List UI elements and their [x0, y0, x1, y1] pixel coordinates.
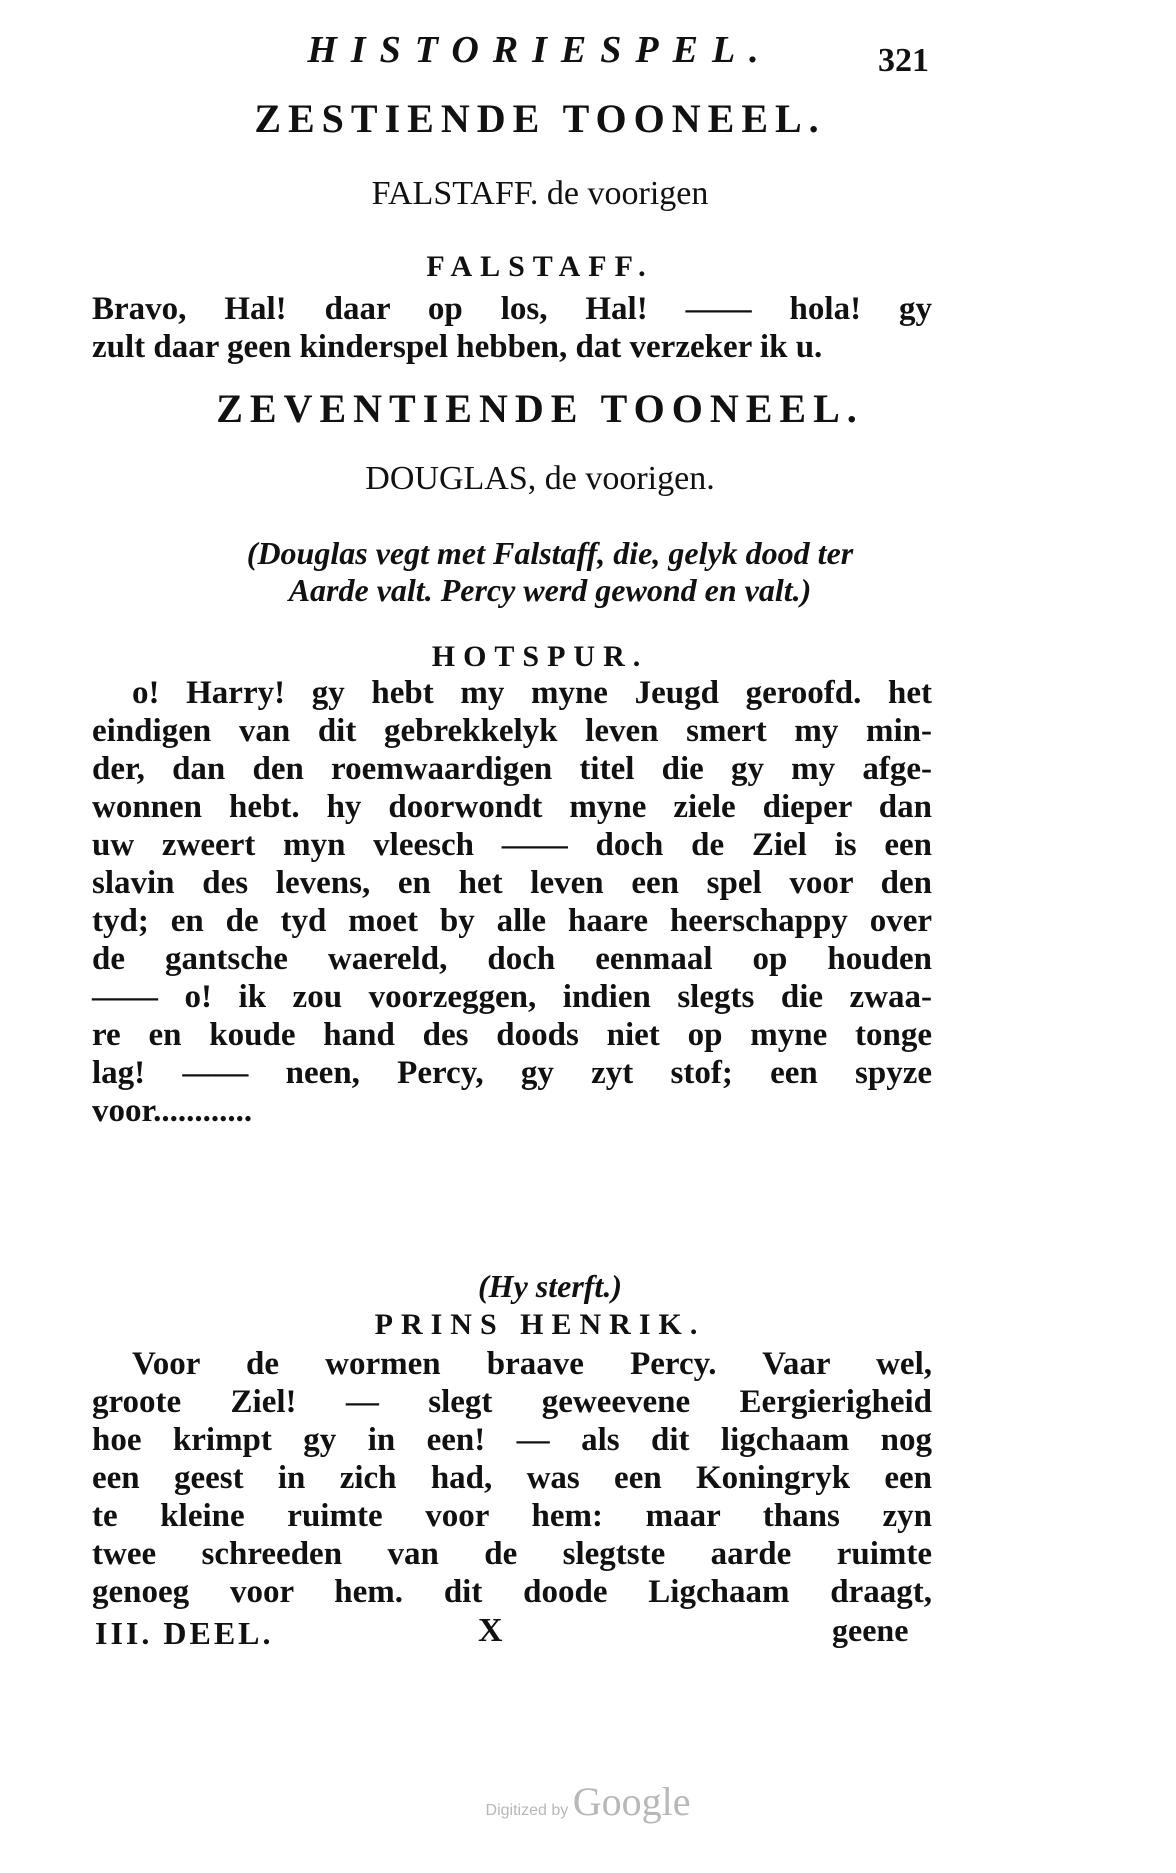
speaker-hotspur: HOTSPUR. — [431, 640, 649, 673]
stage-direction-dies: (Hy sterft.) — [478, 1268, 622, 1304]
speech-line: zult daar geen kinderspel hebben, dat verzeker ik u. — [92, 329, 823, 365]
volume-signature: III. DEEL. — [95, 1615, 274, 1651]
speech-line: de gantsche waereld, doch eenmaal op houden — [92, 941, 932, 977]
running-title: HISTORIESPEL. — [307, 29, 773, 71]
speech-line: genoeg voor hem. dit doode Ligchaam draagt, — [92, 1574, 932, 1610]
google-logo: Google — [572, 1779, 691, 1824]
speech-line: o! Harry! gy hebt my myne Jeugd geroofd. het — [132, 675, 932, 711]
scene-16-speaker: FALSTAFF. — [426, 250, 654, 283]
speech-line: der, dan den roemwaardigen titel die gy my afge- — [92, 751, 932, 787]
speech-line: hoe krimpt gy in een! — als dit ligchaam nog — [92, 1422, 932, 1458]
speech-line: te kleine ruimte voor hem: maar thans zyn — [92, 1498, 932, 1534]
scene-17-cast: DOUGLAS, de voorigen. — [365, 460, 715, 497]
speech-line: re en koude hand des doods niet op myne tonge — [92, 1017, 932, 1053]
speech-line: een geest in zich had, was een Koningryk een — [92, 1460, 932, 1496]
prins-henrik-speech — [92, 1345, 932, 1611]
speaker-prins-henrik: PRINS HENRIK. — [374, 1308, 706, 1341]
catchword: geene — [832, 1612, 909, 1648]
speech-line: lag! —— neen, Percy, gy zyt stof; een spyze — [92, 1055, 932, 1091]
stage-line: (Douglas vegt met Falstaff, die, gelyk dood ter — [246, 535, 854, 571]
speech-line: —— o! ik zou voorzeggen, indien slegts die zwaa- — [92, 979, 932, 1015]
scene-16-speech — [92, 290, 932, 366]
page-number: 321 — [878, 42, 929, 79]
scene-16-title: ZESTIENDE TOONEEL. — [254, 96, 826, 141]
speech-line: slavin des levens, en het leven een spel voor den — [92, 865, 932, 901]
speech-line: wonnen hebt. hy doorwondt myne ziele dieper dan — [92, 789, 932, 825]
watermark-prefix: Digitized by — [485, 1802, 569, 1819]
scene-17-title: ZEVENTIENDE TOONEEL. — [216, 386, 864, 431]
speech-line: eindigen van dit gebrekkelyk leven smert my min- — [92, 713, 932, 749]
stage-line: Aarde valt. Percy werd gewond en valt.) — [288, 572, 812, 608]
stage-direction-fight — [160, 535, 940, 609]
speech-line: twee schreeden van de slegtste aarde ruimte — [92, 1536, 932, 1572]
speech-line: Bravo, Hal! daar op los, Hal! —— hola! gy — [92, 291, 932, 327]
hotspur-speech — [92, 674, 932, 1130]
speech-line: tyd; en de tyd moet by alle haare heerschappy over — [92, 903, 932, 939]
scene-16-cast: FALSTAFF. de voorigen — [371, 175, 709, 212]
digitized-watermark — [438, 1778, 738, 1825]
speech-line: voor............ — [92, 1093, 253, 1129]
speech-line: Voor de wormen braave Percy. Vaar wel, — [132, 1346, 932, 1382]
speech-line: groote Ziel! — slegt geweevene Eergierigheid — [92, 1384, 932, 1420]
speech-line: uw zweert myn vleesch —— doch de Ziel is een — [92, 827, 932, 863]
sheet-mark: X — [478, 1612, 503, 1649]
